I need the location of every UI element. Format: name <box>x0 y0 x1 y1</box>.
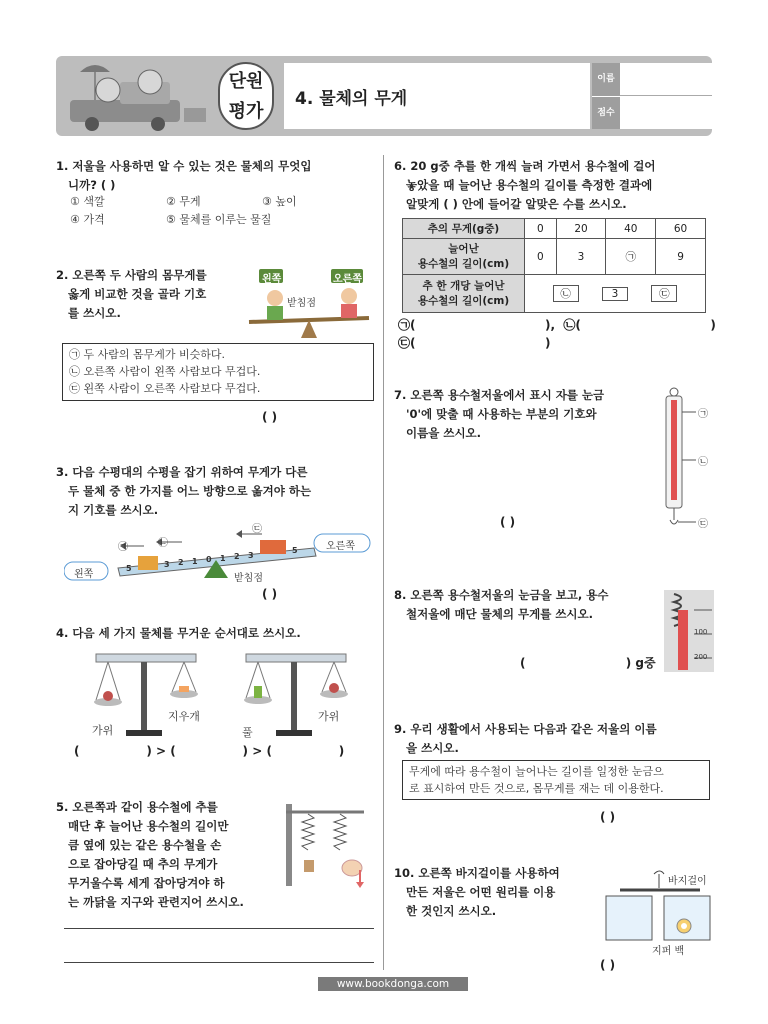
table-header-per-weight <box>403 275 525 313</box>
q5-line4: 으로 잡아당길 때 추의 무게가 <box>68 857 218 871</box>
balance-scale-2 <box>236 646 356 738</box>
question-5 <box>56 798 244 912</box>
beam-tick: 2 <box>234 552 240 561</box>
scale1-eraser-label: 지우개 <box>168 710 200 723</box>
question-1 <box>56 157 311 195</box>
column-divider <box>383 155 384 970</box>
seesaw-right-label: 오른쪽 <box>333 274 362 285</box>
scale2-glue-label: 풀 <box>242 726 253 739</box>
q10-line1: 10. 오른쪽 바지걸이를 사용하여 <box>394 866 560 880</box>
q4-answer-blanks[interactable]: ( ) > ( ) > ( ) <box>74 744 345 758</box>
table-header-text: 추 한 개당 늘어난 <box>422 279 505 292</box>
q2-choice-1[interactable]: ㉠ 두 사람의 몸무게가 비슷하다. <box>69 348 225 361</box>
question-10 <box>394 864 560 921</box>
q5-line5: 무거울수록 세게 잡아당겨야 하 <box>68 876 225 890</box>
table-cell-blank-a: ㉠ <box>606 239 656 275</box>
q3-line1: 3. 다음 수평대의 수평을 잡기 위하여 무게가 다른 <box>56 465 308 479</box>
q1-line1: 1. 저울을 사용하면 알 수 있는 것은 물체의 무엇입 <box>56 159 312 173</box>
q5-line2: 매단 후 늘어난 용수철의 길이만 <box>68 819 229 833</box>
seesaw-figure <box>245 266 373 342</box>
q8-answer-blank[interactable]: ( ) g중 <box>520 656 656 670</box>
table-cell: 0 <box>525 239 557 275</box>
beam-tick: 2 <box>178 558 184 567</box>
q1-option-3[interactable]: ③ 높이 <box>262 195 297 208</box>
table-cell: 40 <box>606 219 656 239</box>
illustration-truck-icon <box>60 60 210 132</box>
scale-mark-c: ㉢ <box>698 519 708 530</box>
q10-answer-blank[interactable]: ( ) <box>600 958 616 972</box>
q10-line3: 한 것인지 쓰시오. <box>406 904 497 918</box>
question-3 <box>56 463 311 520</box>
beam-tick: 1 <box>220 554 226 563</box>
q2-line1: 2. 오른쪽 두 사람의 몸무게를 <box>56 268 207 282</box>
q3-line2: 두 물체 중 한 가지를 어느 방향으로 옮겨야 하는 <box>68 484 312 498</box>
scale-mark-a: ㉠ <box>698 409 708 420</box>
beam-mark-c: ㉢ <box>252 524 262 535</box>
q7-line1: 7. 오른쪽 용수철저울에서 표시 자를 눈금 <box>394 388 605 402</box>
q6-data-table <box>402 218 706 313</box>
q10-line2: 만든 저울은 어떤 원리를 이용 <box>406 885 556 899</box>
q6-line2: 놓았을 때 늘어난 용수철의 길이를 측정한 결과에 <box>406 178 653 192</box>
balance-scale-1 <box>86 646 206 738</box>
footer-url[interactable]: www.bookdonga.com <box>318 977 468 991</box>
name-input[interactable] <box>620 63 712 96</box>
beam-tick: 3 <box>164 560 170 569</box>
q8-line1: 8. 오른쪽 용수철저울의 눈금을 보고, 용수 <box>394 588 609 602</box>
scale-tick-100: 100 <box>694 628 708 636</box>
q6-answer-blanks-1[interactable]: ㉠( ), ㉡( ) <box>398 318 716 332</box>
hanger-scale-figure <box>604 866 714 956</box>
scale2-scissors-label: 가위 <box>318 710 340 723</box>
q9-box-line1: 무게에 따라 용수철이 늘어나는 길이를 일정한 눈금으 <box>409 765 664 778</box>
q9-description-box <box>402 760 710 800</box>
badge-line2: 평가 <box>228 101 264 122</box>
q5-line3: 큼 옆에 있는 같은 용수철을 손 <box>68 838 222 852</box>
seesaw-fulcrum-label: 받침점 <box>287 298 316 309</box>
q2-answer-blank[interactable]: ( ) <box>262 410 278 424</box>
q7-line3: 이름을 쓰시오. <box>406 426 482 440</box>
table-header-text: 늘어난 <box>448 242 479 255</box>
q5-answer-line-1[interactable] <box>64 928 374 929</box>
table-header-text: 용수철의 길이(cm) <box>417 257 510 270</box>
hanger-label: 바지걸이 <box>668 876 707 887</box>
table-cell: 3 <box>556 239 606 275</box>
q1-option-5[interactable]: ⑤ 물체를 이루는 물질 <box>166 213 272 226</box>
table-header-weight: 추의 무게(g중) <box>403 219 525 239</box>
beam-mark-b: ㉡ <box>158 538 168 549</box>
balance-beam-figure <box>64 520 374 586</box>
beam-tick: 0 <box>206 555 212 564</box>
beam-tick: 1 <box>192 557 198 566</box>
q2-line3: 를 쓰시오. <box>68 306 121 320</box>
table-cell-blank-c: ㉢ <box>651 285 677 302</box>
spring-scale-reading-figure <box>664 590 714 672</box>
spring-scale-figure <box>660 386 712 532</box>
score-input[interactable] <box>620 96 712 129</box>
question-6 <box>394 157 656 214</box>
q2-choice-2[interactable]: ㉡ 오른쪽 사람이 왼쪽 사람보다 무겁다. <box>69 365 261 378</box>
q9-line2: 을 쓰시오. <box>406 741 459 755</box>
table-header-text: 용수철의 길이(cm) <box>417 294 510 307</box>
q1-option-2[interactable]: ② 무게 <box>166 195 201 208</box>
q3-line3: 지 기호를 쓰시오. <box>68 503 159 517</box>
scale-mark-b: ㉡ <box>698 457 708 468</box>
beam-tick: 3 <box>248 551 254 560</box>
beam-left-label: 왼쪽 <box>74 569 94 580</box>
seesaw-left-label: 왼쪽 <box>262 274 282 285</box>
table-cell-increments <box>525 275 706 313</box>
q1-option-4[interactable]: ④ 가격 <box>70 213 105 226</box>
q9-line1: 9. 우리 생활에서 사용되는 다음과 같은 저울의 이름 <box>394 722 657 736</box>
beam-fulcrum-label: 받침점 <box>234 573 263 584</box>
question-8 <box>394 586 609 624</box>
q5-answer-line-2[interactable] <box>64 962 374 963</box>
question-7 <box>394 386 604 443</box>
q5-line1: 5. 오른쪽과 같이 용수철에 추를 <box>56 800 218 814</box>
q6-answer-blanks-2[interactable]: ㉢( ) <box>398 336 551 350</box>
zipper-bag-label: 지퍼 백 <box>652 946 685 957</box>
name-label: 이름 <box>592 63 620 96</box>
table-header-length <box>403 239 525 275</box>
q9-answer-blank[interactable]: ( ) <box>600 810 616 824</box>
beam-mark-a: ㉠ <box>118 542 128 553</box>
q1-options <box>70 193 297 229</box>
q7-line2: '0'에 맞출 때 사용하는 부분의 기호와 <box>406 407 597 421</box>
table-cell: 3 <box>602 287 628 301</box>
q2-choice-3[interactable]: ㉢ 왼쪽 사람이 오른쪽 사람보다 무겁다. <box>69 382 261 395</box>
q6-line1: 6. 20 g중 추를 한 개씩 늘려 가면서 용수철에 걸어 <box>394 159 656 173</box>
scale-tick-200: 200 <box>694 653 708 661</box>
q9-box-line2: 로 표시하여 만든 것으로, 몸무게를 재는 데 이용한다. <box>409 782 664 795</box>
q2-choices-box <box>62 343 374 401</box>
question-9 <box>394 720 657 758</box>
table-cell: 60 <box>656 219 706 239</box>
page-title: 4. 물체의 무게 <box>295 89 408 109</box>
table-cell: 0 <box>525 219 557 239</box>
table-cell: 9 <box>656 239 706 275</box>
beam-right-label: 오른쪽 <box>326 541 355 552</box>
question-4 <box>56 624 301 643</box>
table-cell-blank-b: ㉡ <box>553 285 579 302</box>
q4-line1: 4. 다음 세 가지 물체를 무거운 순서대로 쓰시오. <box>56 626 301 640</box>
question-2 <box>56 266 207 323</box>
q1-option-1[interactable]: ① 색깔 <box>70 195 105 208</box>
beam-tick: 5 <box>126 564 132 573</box>
score-label: 점수 <box>592 96 620 129</box>
q5-line6: 는 까닭을 지구와 관련지어 쓰시오. <box>68 895 244 909</box>
beam-tick: 5 <box>292 546 298 555</box>
q2-line2: 옳게 비교한 것을 골라 기호 <box>68 287 207 301</box>
q1-line2: 니까? ( ) <box>68 178 116 192</box>
q7-answer-blank[interactable]: ( ) <box>500 515 516 529</box>
scale1-scissors-label: 가위 <box>92 724 114 737</box>
q3-answer-blank[interactable]: ( ) <box>262 587 278 601</box>
table-cell: 20 <box>556 219 606 239</box>
q8-line2: 철저울에 매단 물체의 무게를 쓰시오. <box>406 607 594 621</box>
unit-evaluation-badge <box>218 62 274 130</box>
q6-line3: 알맞게 ( ) 안에 들어갈 알맞은 수를 쓰시오. <box>406 197 627 211</box>
spring-pull-figure <box>280 800 370 890</box>
badge-line1: 단원 <box>228 71 264 92</box>
